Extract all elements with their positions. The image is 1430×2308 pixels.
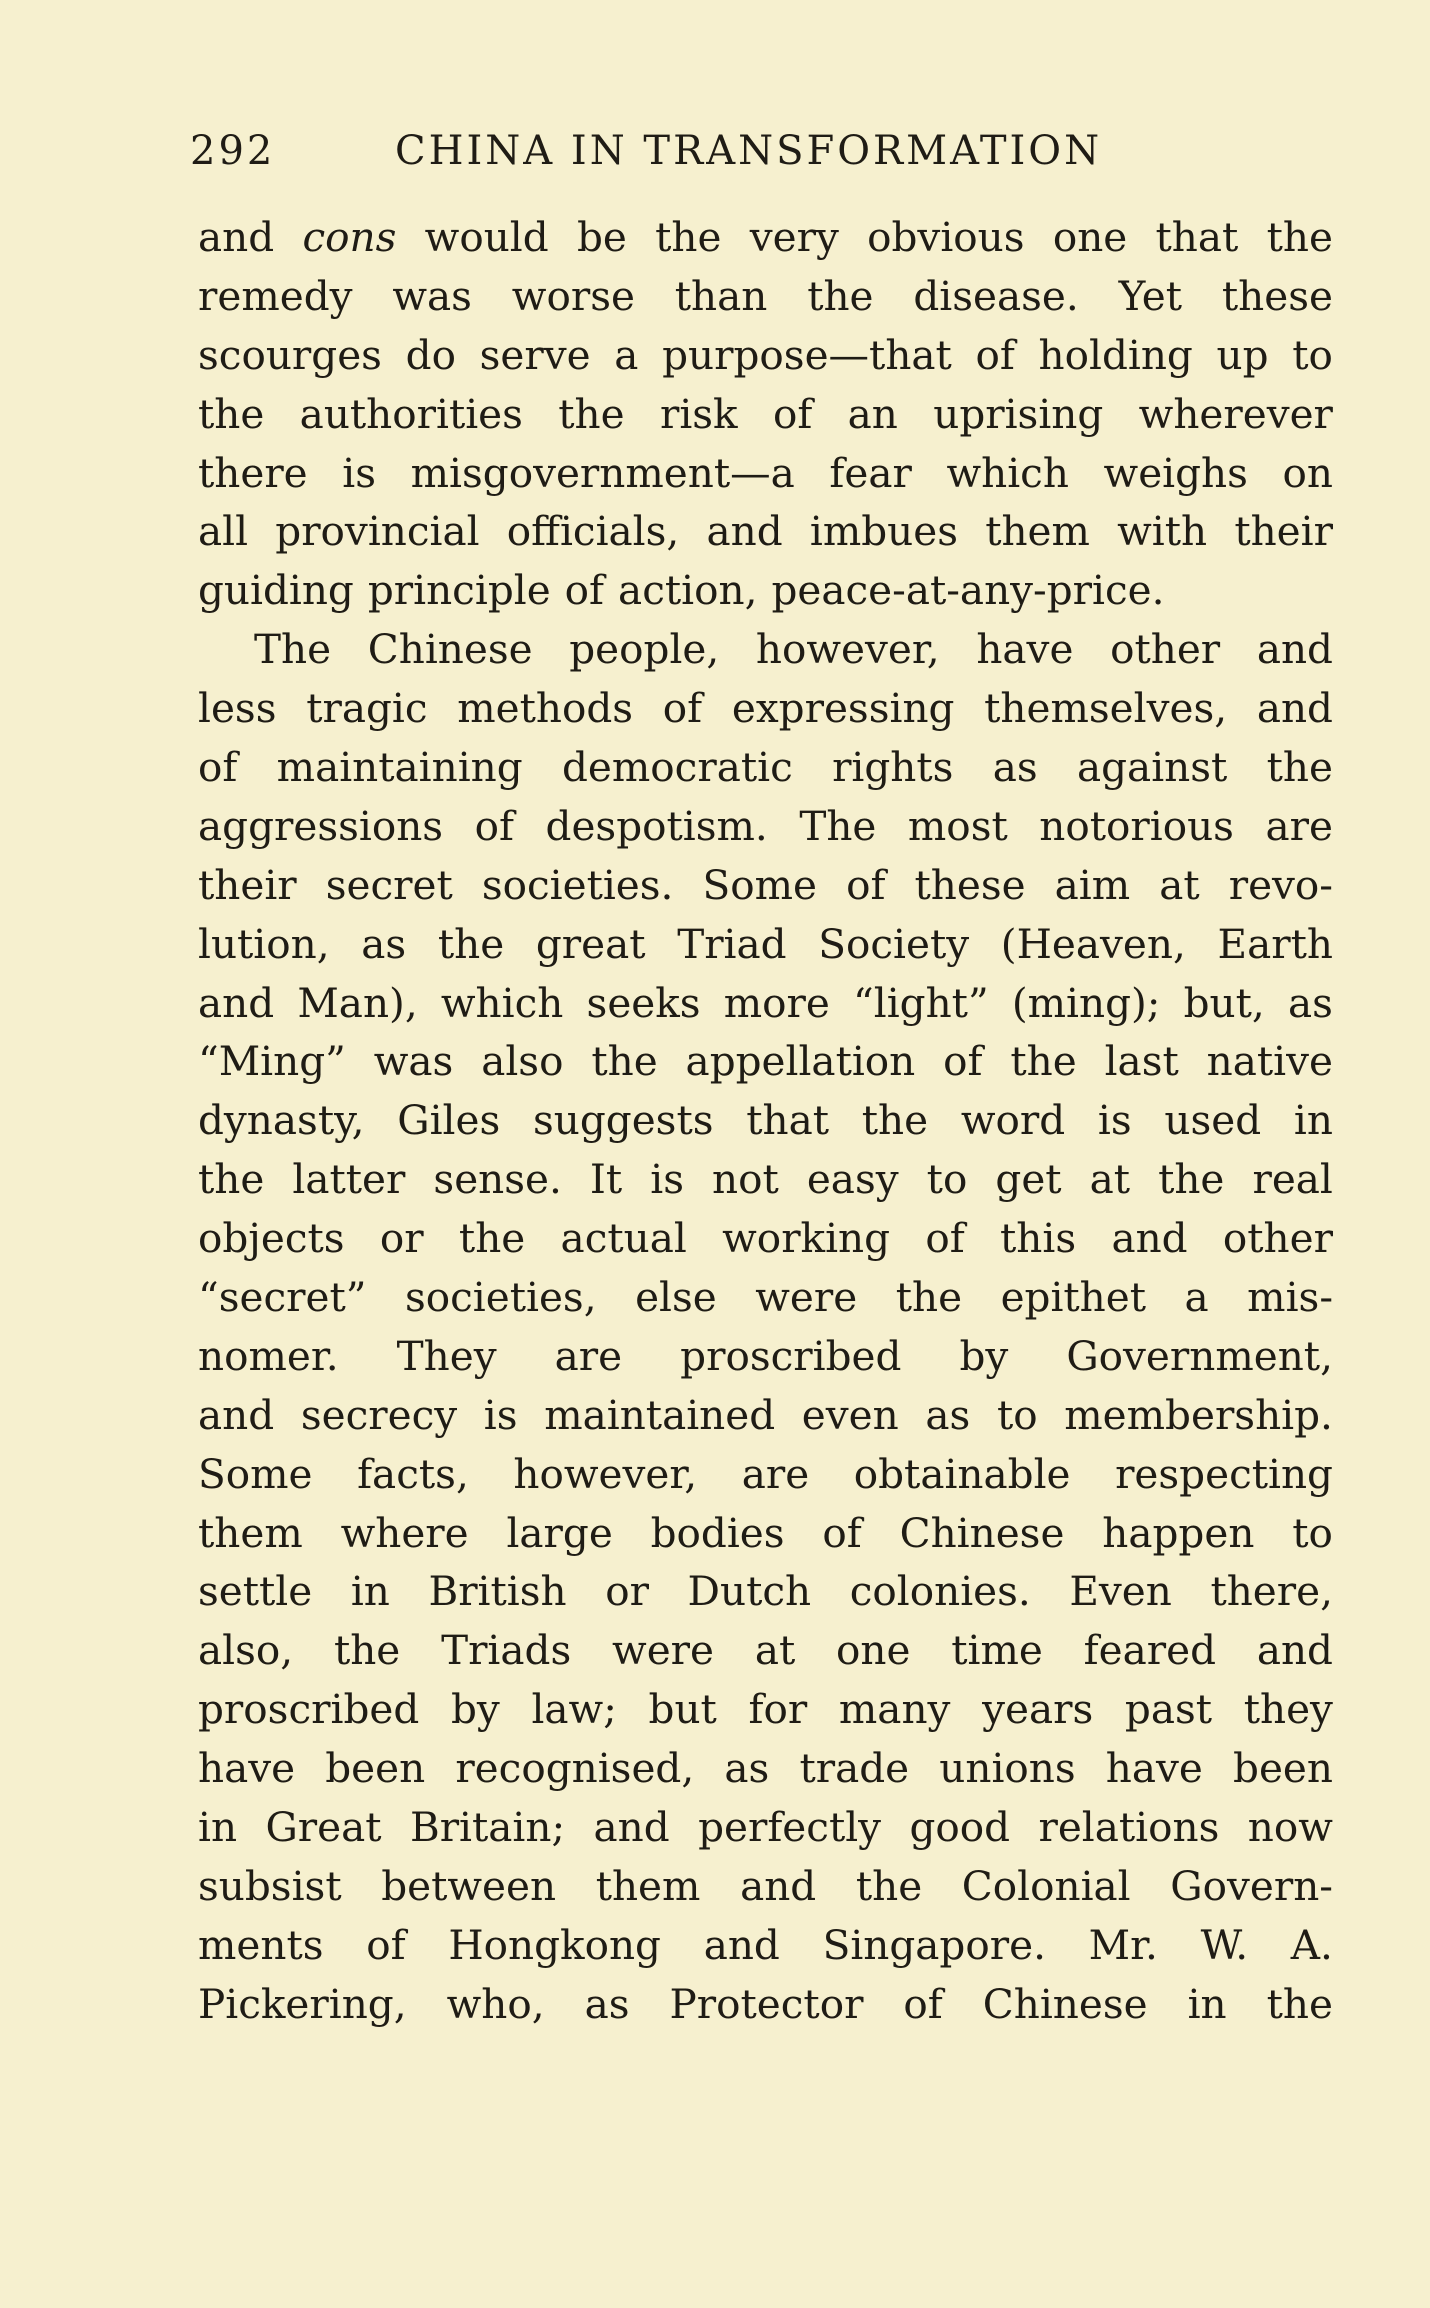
- word: as: [925, 1390, 971, 1439]
- word: have: [198, 1744, 296, 1793]
- word: been: [325, 1744, 426, 1793]
- word: the: [333, 1626, 401, 1675]
- word: despotism.: [545, 801, 768, 850]
- word: by: [450, 1685, 500, 1734]
- word: been: [1233, 1744, 1333, 1793]
- word: Chinese: [367, 625, 533, 674]
- text-line: [198, 1327, 1333, 1386]
- word: one: [1052, 213, 1128, 261]
- word: maintained: [544, 1390, 776, 1439]
- word: other: [1222, 1214, 1333, 1263]
- word: expressing: [731, 684, 955, 733]
- word: even: [801, 1390, 899, 1439]
- word: the: [458, 1214, 526, 1263]
- word: as: [361, 919, 407, 968]
- word: of: [943, 1037, 983, 1086]
- word: else: [635, 1273, 717, 1322]
- word: of: [925, 1214, 965, 1263]
- text-line: [198, 267, 1333, 326]
- word: this: [1000, 1214, 1077, 1263]
- word: Great: [265, 1803, 382, 1852]
- text-line: [198, 502, 1333, 561]
- word: revo-: [1228, 860, 1333, 909]
- word: law;: [531, 1685, 617, 1734]
- word: many: [838, 1685, 951, 1734]
- word: Pickering,: [198, 1979, 407, 2028]
- word: (ming);: [1011, 978, 1161, 1027]
- word: Society: [818, 919, 970, 968]
- word: peace-at-any-price.: [771, 566, 1165, 615]
- word: with: [1117, 507, 1208, 556]
- word: of: [366, 1920, 406, 1969]
- word: trade: [799, 1744, 910, 1793]
- text-line: [198, 1798, 1333, 1857]
- word: membership.: [1064, 1390, 1333, 1439]
- word: Chinese: [982, 1979, 1148, 2028]
- word: these: [1221, 271, 1333, 320]
- word: up: [1216, 330, 1269, 379]
- word: imbues: [809, 507, 958, 556]
- word: of: [564, 566, 605, 615]
- word: the: [1266, 1979, 1333, 2028]
- word: principle: [367, 566, 551, 615]
- word: A.: [1290, 1920, 1333, 1969]
- word: The: [254, 625, 332, 674]
- word: in: [1293, 1096, 1333, 1145]
- word: methods: [457, 684, 634, 733]
- word: weighs: [1103, 448, 1248, 497]
- word: “light”: [853, 978, 989, 1027]
- word: of: [822, 1508, 862, 1557]
- word: and: [1256, 684, 1333, 733]
- word: be: [576, 213, 627, 261]
- word: good: [909, 1803, 1011, 1852]
- word: the: [807, 271, 874, 320]
- word: and: [703, 1920, 780, 1969]
- page-header: [190, 128, 1190, 188]
- word: where: [340, 1508, 469, 1557]
- word: in: [350, 1567, 390, 1616]
- word: their: [198, 860, 297, 909]
- word: Triads: [441, 1626, 572, 1675]
- word: rights: [832, 743, 954, 792]
- word: lution,: [198, 919, 330, 968]
- word: officials,: [506, 507, 680, 556]
- word: Government,: [1066, 1331, 1333, 1380]
- word: colonies.: [849, 1567, 1031, 1616]
- text-line: [198, 1504, 1333, 1563]
- word: W.: [1200, 1920, 1249, 1969]
- word: provincial: [275, 507, 480, 556]
- text-line: [198, 1739, 1333, 1798]
- page-number: 292: [190, 128, 276, 174]
- text-line: [198, 1916, 1333, 1975]
- word: purpose—that: [662, 330, 952, 379]
- word: worse: [511, 271, 635, 320]
- word: the: [1266, 213, 1333, 261]
- word: do: [405, 330, 456, 379]
- word: “Ming”: [198, 1037, 346, 1086]
- word: facts,: [357, 1449, 469, 1498]
- word: Earth: [1217, 919, 1333, 968]
- text-line: [198, 620, 1333, 679]
- text-line: [198, 1386, 1333, 1445]
- word: settle: [198, 1567, 313, 1616]
- word: relations: [1038, 1803, 1220, 1852]
- word: unions: [939, 1744, 1076, 1793]
- word: the: [855, 1861, 923, 1910]
- word: were: [755, 1273, 858, 1322]
- word: Some: [702, 860, 817, 909]
- word: objects: [198, 1214, 345, 1263]
- word: wherever: [1138, 389, 1333, 438]
- word: seeks: [586, 978, 701, 1027]
- word: proscribed: [680, 1331, 902, 1380]
- word: Yet: [1118, 271, 1183, 320]
- word: and: [1111, 1214, 1188, 1263]
- text-line: [198, 385, 1333, 444]
- word: and: [1256, 1626, 1333, 1675]
- word: not: [712, 1155, 779, 1204]
- word: at: [1089, 1155, 1131, 1204]
- word: obtainable: [853, 1449, 1071, 1498]
- word: them: [595, 1861, 701, 1910]
- word: or: [379, 1214, 424, 1263]
- word: most: [907, 801, 1008, 850]
- text-line: [198, 1621, 1333, 1680]
- word: native: [1206, 1037, 1333, 1086]
- word: get: [995, 1155, 1062, 1204]
- word: is: [1097, 1096, 1132, 1145]
- word: The: [799, 801, 877, 850]
- word: all: [198, 507, 249, 556]
- word: great: [535, 919, 646, 968]
- word: They: [396, 1331, 497, 1380]
- word: however,: [513, 1449, 698, 1498]
- word: maintaining: [276, 743, 523, 792]
- word: actual: [560, 1214, 687, 1263]
- word: also,: [198, 1626, 294, 1675]
- text-line: [198, 915, 1333, 974]
- word: scourges: [198, 330, 382, 379]
- word: serve: [479, 330, 591, 379]
- word: was: [392, 271, 472, 320]
- word: they: [1243, 1685, 1333, 1734]
- word: aggressions: [198, 801, 444, 850]
- text-line: [198, 974, 1333, 1033]
- word: ments: [198, 1920, 324, 1969]
- word: Britain;: [409, 1803, 566, 1852]
- text-line: [198, 856, 1333, 915]
- word: guiding: [198, 566, 354, 615]
- word: disease.: [913, 271, 1079, 320]
- word: of: [846, 860, 886, 909]
- word: societies,: [404, 1273, 597, 1322]
- word: these: [914, 860, 1026, 909]
- word: tragic: [306, 684, 428, 733]
- word: them: [198, 1508, 303, 1557]
- word: dynasty,: [198, 1096, 365, 1145]
- word: but,: [1183, 978, 1265, 1027]
- word: there,: [1210, 1567, 1333, 1616]
- word: the: [1010, 1037, 1077, 1086]
- word: the: [591, 1037, 658, 1086]
- word: last: [1104, 1037, 1179, 1086]
- word: action,: [618, 566, 758, 615]
- text-line: [198, 1209, 1333, 1268]
- word: who,: [446, 1979, 545, 2028]
- word: Mr.: [1088, 1920, 1158, 1969]
- word: epithet: [1000, 1273, 1147, 1322]
- text-line: [198, 561, 1333, 620]
- word: the: [895, 1273, 963, 1322]
- word: Chinese: [899, 1508, 1065, 1557]
- text-line: [198, 1975, 1333, 2034]
- text-line: [198, 1680, 1333, 1739]
- word: to: [996, 1390, 1038, 1439]
- word: British: [428, 1567, 567, 1616]
- text-line: [198, 1268, 1333, 1327]
- word: have: [1105, 1744, 1203, 1793]
- word: and: [706, 507, 783, 556]
- word: against: [1076, 743, 1228, 792]
- word: to: [1292, 1508, 1333, 1557]
- word: It: [589, 1155, 623, 1204]
- word: however,: [755, 625, 940, 674]
- word: very: [749, 213, 839, 261]
- word: are: [554, 1331, 623, 1380]
- word: past: [1124, 1685, 1213, 1734]
- text-line: [198, 679, 1333, 738]
- word: authorities: [299, 389, 523, 438]
- word: which: [946, 448, 1069, 497]
- word: would: [424, 213, 549, 261]
- text-line: [198, 1032, 1333, 1091]
- word: Colonial: [961, 1861, 1131, 1910]
- word: uprising: [933, 389, 1104, 438]
- word: Protector: [669, 1979, 864, 2028]
- word: the: [558, 389, 625, 438]
- word: a: [1184, 1273, 1209, 1322]
- word: one: [836, 1626, 911, 1675]
- word: and: [740, 1861, 817, 1910]
- word: risk: [659, 389, 738, 438]
- word: secrecy: [300, 1390, 458, 1439]
- word: now: [1247, 1803, 1333, 1852]
- word: perfectly: [698, 1803, 882, 1852]
- word: was: [373, 1037, 454, 1086]
- word: more: [723, 978, 830, 1027]
- word: that: [1155, 213, 1239, 261]
- word: than: [674, 271, 768, 320]
- word: time: [951, 1626, 1043, 1675]
- body-text: [198, 208, 1333, 2034]
- text-line: [198, 1091, 1333, 1150]
- word: remedy: [198, 271, 353, 320]
- word: proscribed: [198, 1685, 420, 1734]
- word: Triad: [677, 919, 787, 968]
- word: nomer.: [198, 1331, 339, 1380]
- word: bodies: [650, 1508, 785, 1557]
- text-line: [198, 1150, 1333, 1209]
- word: other: [1110, 625, 1221, 674]
- text-line: [198, 326, 1333, 385]
- word: as: [992, 743, 1038, 792]
- word: were: [612, 1626, 715, 1675]
- word: Some: [198, 1449, 313, 1498]
- word: appellation: [685, 1037, 916, 1086]
- word: the: [198, 389, 265, 438]
- word: of: [474, 801, 514, 850]
- word: respecting: [1115, 1449, 1333, 1498]
- word: them: [985, 507, 1090, 556]
- word: Dutch: [687, 1567, 812, 1616]
- word: of: [662, 684, 703, 733]
- word: between: [381, 1861, 557, 1910]
- word: at: [754, 1626, 796, 1675]
- word: working: [722, 1214, 891, 1263]
- word: the: [437, 919, 505, 968]
- word: the: [655, 213, 722, 261]
- text-line: [198, 1445, 1333, 1504]
- word: societies.: [481, 860, 674, 909]
- word: and: [593, 1803, 670, 1852]
- word: Singapore.: [822, 1920, 1046, 1969]
- word: democratic: [561, 743, 793, 792]
- word: and: [198, 978, 275, 1027]
- word: the: [198, 1155, 265, 1204]
- word: are: [741, 1449, 810, 1498]
- word: suggests: [532, 1096, 714, 1145]
- word: or: [605, 1567, 649, 1616]
- word: secret: [325, 860, 453, 909]
- word: the: [861, 1096, 929, 1145]
- word: is: [483, 1390, 518, 1439]
- word: in: [1187, 1979, 1227, 2028]
- word: Hongkong: [448, 1920, 661, 1969]
- word: on: [1282, 448, 1333, 497]
- word: happen: [1102, 1508, 1255, 1557]
- word: the: [1266, 743, 1333, 792]
- text-line: [198, 797, 1333, 856]
- word: as: [724, 1744, 770, 1793]
- word: subsist: [198, 1861, 342, 1910]
- word: Even: [1069, 1567, 1172, 1616]
- word: to: [1292, 330, 1333, 379]
- word: by: [959, 1331, 1009, 1380]
- text-line: [198, 208, 1333, 267]
- word: in: [198, 1803, 238, 1852]
- word: also: [481, 1037, 564, 1086]
- word: there: [198, 448, 308, 497]
- word: fear: [829, 448, 912, 497]
- word: which: [440, 978, 564, 1027]
- word: word: [960, 1096, 1066, 1145]
- word: as: [584, 1979, 630, 2028]
- word: easy: [806, 1155, 899, 1204]
- word: at: [1159, 860, 1200, 909]
- word: cons: [302, 213, 397, 261]
- word: used: [1164, 1096, 1262, 1145]
- word: but: [648, 1685, 717, 1734]
- word: holding: [1038, 330, 1193, 379]
- word: and: [198, 213, 275, 261]
- word: is: [650, 1155, 684, 1204]
- word: years: [982, 1685, 1094, 1734]
- word: an: [847, 389, 898, 438]
- word: and: [1256, 625, 1333, 674]
- word: is: [342, 448, 377, 497]
- word: the: [1158, 1155, 1225, 1204]
- word: that: [746, 1096, 830, 1145]
- word: Man),: [297, 978, 418, 1027]
- word: have: [976, 625, 1074, 674]
- word: mis-: [1247, 1273, 1333, 1322]
- word: Govern-: [1170, 1861, 1333, 1910]
- word: feared: [1083, 1626, 1217, 1675]
- word: of: [903, 1979, 943, 2028]
- word: a: [614, 330, 639, 379]
- word: of: [198, 743, 238, 792]
- word: sense.: [433, 1155, 562, 1204]
- word: of: [772, 389, 813, 438]
- word: recognised,: [455, 1744, 695, 1793]
- word: less: [198, 684, 277, 733]
- word: large: [506, 1508, 613, 1557]
- word: obvious: [867, 213, 1025, 261]
- word: (Heaven,: [1000, 919, 1186, 968]
- text-line: [198, 444, 1333, 503]
- word: to: [926, 1155, 968, 1204]
- word: for: [748, 1685, 808, 1734]
- word: “secret”: [198, 1273, 367, 1322]
- word: notorious: [1039, 801, 1234, 850]
- running-title: CHINA IN TRANSFORMATION: [395, 128, 1103, 174]
- word: real: [1252, 1155, 1333, 1204]
- word: and: [198, 1390, 275, 1439]
- word: latter: [292, 1155, 406, 1204]
- word: are: [1265, 801, 1333, 850]
- text-line: [198, 1857, 1333, 1916]
- word: Giles: [397, 1096, 501, 1145]
- text-line: [198, 738, 1333, 797]
- word: of: [975, 330, 1015, 379]
- word: themselves,: [984, 684, 1228, 733]
- word: aim: [1054, 860, 1131, 909]
- text-line: [198, 1562, 1333, 1621]
- word: their: [1234, 507, 1333, 556]
- word: as: [1287, 978, 1333, 1027]
- word: people,: [569, 625, 720, 674]
- word: misgovernment—a: [410, 448, 795, 497]
